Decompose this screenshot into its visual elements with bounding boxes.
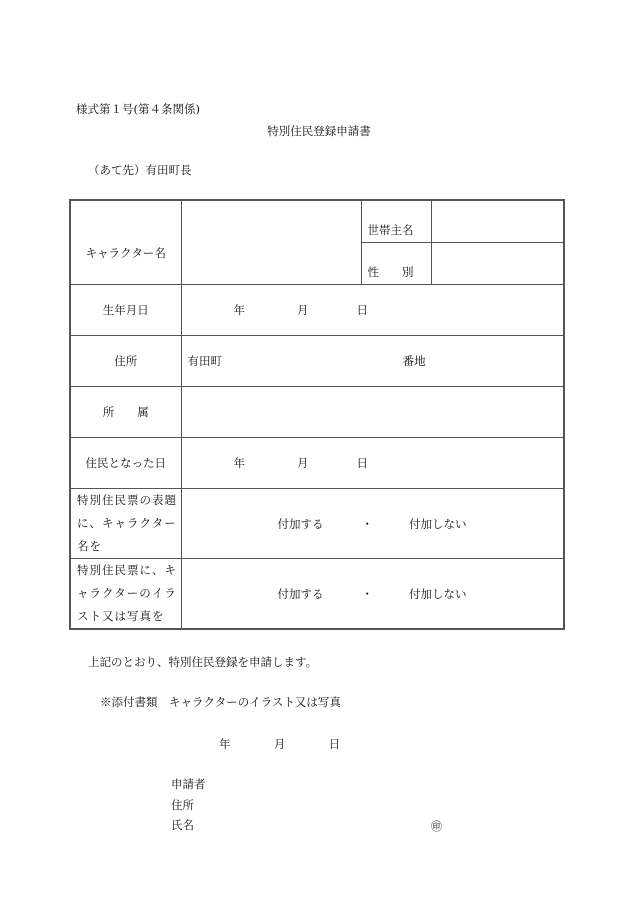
illustration-label: 特別住民票に、キャラクターのイラスト又は写真を — [70, 559, 181, 630]
cover-option-add[interactable]: 付加する — [277, 516, 324, 531]
affiliation-field[interactable] — [181, 387, 564, 438]
application-statement: 上記のとおり、特別住民登録を申請します。 — [88, 655, 318, 669]
cover-option-no-add[interactable]: 付加しない — [409, 516, 467, 531]
illustration-option-no-add[interactable]: 付加しない — [409, 586, 467, 601]
household-head-field[interactable] — [431, 200, 564, 243]
applicant-label: 申請者 — [171, 777, 206, 791]
birthdate-month-unit: 月 — [297, 303, 309, 317]
application-year-unit: 年 — [219, 737, 231, 751]
household-head-label: 世帯主名 — [361, 200, 431, 243]
address-field[interactable] — [181, 336, 564, 387]
document-title: 特別住民登録申請書 — [267, 124, 371, 138]
illustration-option-add[interactable]: 付加する — [277, 586, 324, 601]
birthdate-field[interactable] — [181, 285, 564, 336]
illustration-option-separator: ・ — [361, 586, 373, 601]
address-suffix: 番地 — [402, 354, 426, 368]
became-resident-date-field[interactable] — [181, 438, 564, 489]
address-prefix: 有田町 — [187, 354, 222, 368]
applicant-name-label: 氏名 — [171, 818, 194, 832]
resident-month-unit: 月 — [297, 456, 309, 470]
cover-title-choice — [181, 489, 564, 559]
character-name-field[interactable] — [181, 200, 361, 285]
attachment-note: ※添付書類 キャラクターのイラスト又は写真 — [100, 695, 341, 709]
affiliation-label: 所 属 — [70, 387, 181, 438]
birthdate-day-unit: 日 — [356, 303, 368, 317]
addressee: （あて先）有田町長 — [88, 163, 192, 177]
seal-icon: ㊞ — [431, 820, 442, 833]
cover-option-separator: ・ — [361, 516, 373, 531]
became-resident-label: 住民となった日 — [70, 438, 181, 489]
applicant-address-label: 住所 — [171, 798, 194, 812]
application-month-unit: 月 — [273, 737, 286, 751]
birthdate-label: 生年月日 — [70, 285, 181, 336]
application-day-unit: 日 — [328, 737, 341, 751]
gender-label: 性 別 — [361, 243, 431, 285]
cover-title-label: 特別住民票の表題に、キャラクター 名を — [70, 489, 181, 559]
address-label: 住所 — [70, 336, 181, 387]
form-number: 様式第１号(第４条関係) — [76, 102, 200, 116]
gender-field[interactable] — [431, 243, 564, 285]
birthdate-year-unit: 年 — [233, 303, 245, 317]
application-date[interactable] — [219, 736, 340, 752]
illustration-choice — [181, 559, 564, 630]
character-name-label: キャラクター名 — [70, 200, 181, 285]
resident-year-unit: 年 — [233, 456, 245, 470]
resident-day-unit: 日 — [356, 456, 368, 470]
registration-form-table — [69, 199, 565, 630]
